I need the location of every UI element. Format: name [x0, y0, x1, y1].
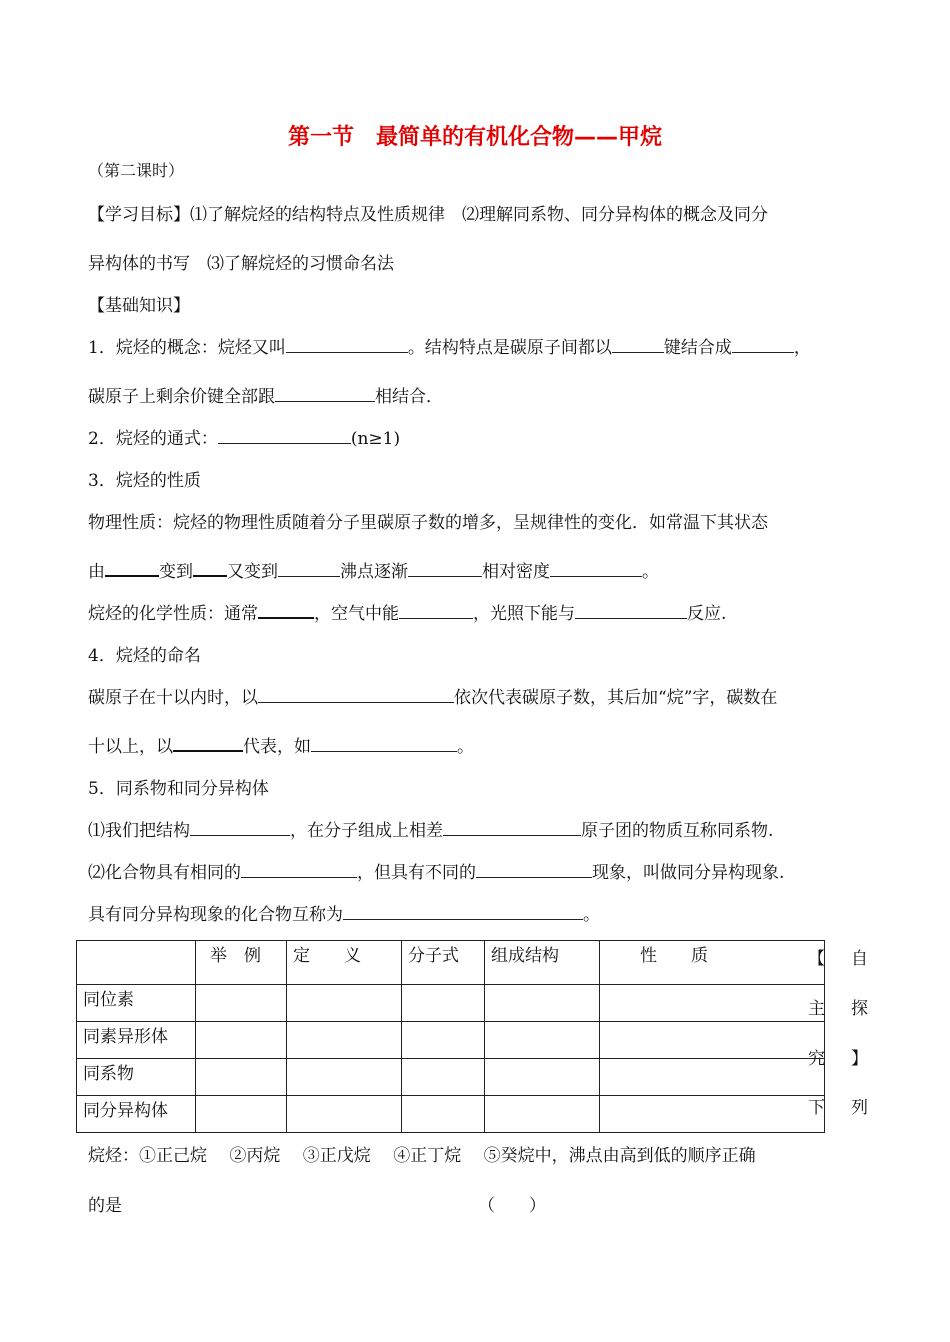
fill-blank[interactable] [286, 337, 408, 353]
table-cell[interactable] [600, 1096, 825, 1133]
table-cell[interactable] [196, 1059, 287, 1096]
table-header-row [77, 941, 825, 985]
table-cell[interactable] [196, 985, 287, 1022]
fill-blank[interactable] [575, 603, 687, 619]
q4-text-b: 依次代表碳原子数，其后加“烷”字，碳数在 [454, 688, 778, 708]
q5-text-1b: ，在分子组成上相差 [290, 821, 443, 841]
table-row [77, 1059, 825, 1096]
fill-blank[interactable] [732, 337, 794, 353]
table-header-cell: 分子式 [402, 941, 485, 985]
table-cell[interactable] [600, 1059, 825, 1096]
explore-question-line-2 [88, 1191, 546, 1216]
table-header-cell: 性 质 [600, 941, 825, 985]
table-cell[interactable] [485, 1059, 600, 1096]
q3-chem-a: 烷烃的化学性质：通常 [88, 604, 258, 624]
table-cell[interactable] [600, 1022, 825, 1059]
side-char: 自 [851, 949, 868, 969]
q1-text-f: 相结合． [375, 387, 443, 407]
concept-comparison-table [76, 940, 825, 1133]
objectives-label: 【学习目标】 [88, 205, 190, 225]
question-3-heading: 3．烷烃的性质 [88, 471, 201, 491]
q5-text-2b: ，但具有不同的 [357, 863, 476, 883]
q5-text-2c: 现象，叫做同分异构现象. [592, 863, 785, 883]
fill-blank[interactable] [218, 428, 351, 444]
q3-text-b: 变到 [159, 562, 193, 582]
fill-blank[interactable] [612, 337, 664, 353]
fill-blank[interactable] [476, 862, 592, 878]
q4-text-e: 。 [457, 737, 474, 757]
fill-blank[interactable] [258, 602, 314, 619]
objectives-line-1 [88, 200, 768, 225]
fill-blank[interactable] [258, 687, 454, 703]
side-char: 探 [851, 999, 868, 1019]
table-cell[interactable] [196, 1022, 287, 1059]
q4-text-c: 十以上，以 [88, 737, 173, 757]
fill-blank[interactable] [278, 561, 340, 577]
q1-text-a: 1．烷烃的概念：烷烃又叫 [88, 338, 286, 358]
explore-side-row-3 [808, 1044, 868, 1069]
fill-blank[interactable] [343, 904, 583, 920]
answer-parentheses[interactable]: （ ） [478, 1196, 546, 1216]
q3-chem-d: 反应. [687, 604, 727, 624]
fill-blank[interactable] [105, 560, 159, 577]
objectives-line-2: 异构体的书写 ⑶了解烷烃的习惯命名法 [88, 254, 394, 274]
table-cell[interactable] [402, 1022, 485, 1059]
table-row-label: 同分异构体 [77, 1096, 196, 1133]
question-5-line-3 [88, 900, 600, 925]
table-row [77, 1022, 825, 1059]
q2-text-a: 2．烷烃的通式： [88, 429, 218, 449]
table-cell[interactable] [287, 985, 402, 1022]
q1-text-d: ， [793, 338, 811, 358]
q5-text-3b: 。 [583, 905, 600, 925]
table-row-label: 同素异形体 [77, 1022, 196, 1059]
table-row [77, 1096, 825, 1133]
fill-blank[interactable] [550, 561, 642, 577]
q4-text-a: 碳原子在十以内时，以 [88, 688, 258, 708]
table-cell[interactable] [287, 1059, 402, 1096]
explore-side-row-2 [808, 994, 868, 1019]
side-char: 下 [808, 1098, 825, 1118]
question-5-heading: 5．同系物和同分异构体 [88, 779, 269, 799]
question-3-states [88, 557, 659, 582]
q5-text-3a: 具有同分异构现象的化合物互称为 [88, 905, 343, 925]
lesson-subtitle: （第二课时） [88, 161, 185, 180]
page-title: 第一节 最简单的有机化合物——甲烷 [287, 125, 662, 150]
fill-blank[interactable] [173, 735, 243, 752]
table-cell[interactable] [485, 1022, 600, 1059]
q4-text-d: 代表，如 [243, 737, 311, 757]
table-cell[interactable] [402, 1059, 485, 1096]
question-4-line-1 [88, 683, 777, 708]
side-char: 究 [808, 1049, 825, 1069]
q5-text-2a: ⑵化合物具有相同的 [88, 863, 241, 883]
q3-text-a: 由 [88, 562, 105, 582]
question-1-line-1 [88, 333, 811, 358]
question-5-line-1 [88, 816, 773, 841]
side-char: 主 [808, 999, 825, 1019]
question-2-line [88, 424, 400, 449]
table-header-cell: 组成结构 [485, 941, 600, 985]
question-4-line-2 [88, 732, 474, 757]
q3-text-e: 相对密度 [482, 562, 550, 582]
table-cell[interactable] [485, 985, 600, 1022]
explore-text-a: 的是 [88, 1196, 122, 1216]
fill-blank[interactable] [275, 386, 375, 402]
fill-blank[interactable] [408, 561, 482, 577]
explore-side-row-4 [808, 1093, 868, 1118]
table-cell[interactable] [287, 1022, 402, 1059]
table-cell[interactable] [287, 1096, 402, 1133]
explore-side-row-1 [808, 944, 868, 969]
q5-text-1a: ⑴我们把结构 [88, 821, 190, 841]
question-3-physical: 物理性质：烷烃的物理性质随着分子里碳原子数的增多，呈规律性的变化．如常温下其状态 [88, 513, 768, 533]
table-cell[interactable] [485, 1096, 600, 1133]
fill-blank[interactable] [399, 603, 473, 619]
objectives-text-1: ⑴了解烷烃的结构特点及性质规律 ⑵理解同系物、同分异构体的概念及同分 [190, 205, 768, 225]
question-3-chemical [88, 599, 726, 624]
question-1-line-2 [88, 382, 443, 407]
fill-blank[interactable] [311, 736, 457, 752]
table-cell[interactable] [402, 985, 485, 1022]
q1-text-b: 。结构特点是碳原子间都以 [407, 338, 612, 358]
side-char: 【 [808, 949, 825, 969]
question-5-line-2 [88, 858, 784, 883]
fill-blank[interactable] [241, 862, 357, 878]
fill-blank[interactable] [443, 820, 581, 836]
table-cell[interactable] [402, 1096, 485, 1133]
table-corner-cell [77, 941, 196, 985]
q2-text-b: (n≥1) [350, 429, 401, 449]
table-row-label: 同位素 [77, 985, 196, 1022]
q3-chem-c: ，光照下能与 [473, 604, 575, 624]
side-char: 】 [851, 1049, 868, 1069]
question-4-heading: 4．烷烃的命名 [88, 646, 201, 666]
q3-text-d: 沸点逐渐 [340, 562, 408, 582]
table-cell[interactable] [600, 985, 825, 1022]
fill-blank[interactable] [190, 820, 290, 836]
q1-text-e: 碳原子上剩余价键全部跟 [88, 387, 275, 407]
q3-text-f: 。 [642, 562, 659, 582]
table-header-cell: 举 例 [196, 941, 287, 985]
side-char: 列 [851, 1098, 868, 1118]
table-row-label: 同系物 [77, 1059, 196, 1096]
q3-text-c: 又变到 [227, 562, 278, 582]
table-cell[interactable] [196, 1096, 287, 1133]
table-header-cell: 定 义 [287, 941, 402, 985]
table-row [77, 985, 825, 1022]
q5-text-1c: 原子团的物质互称同系物. [581, 821, 774, 841]
basics-heading: 【基础知识】 [88, 296, 190, 316]
fill-blank[interactable] [193, 560, 227, 577]
explore-question-line-1: 烷烃：①正己烷 ②丙烷 ③正戊烷 ④正丁烷 ⑤癸烷中，沸点由高到低的顺序正确 [88, 1146, 756, 1166]
q3-chem-b: ，空气中能 [314, 604, 399, 624]
q1-text-c: 键结合成 [663, 338, 732, 358]
